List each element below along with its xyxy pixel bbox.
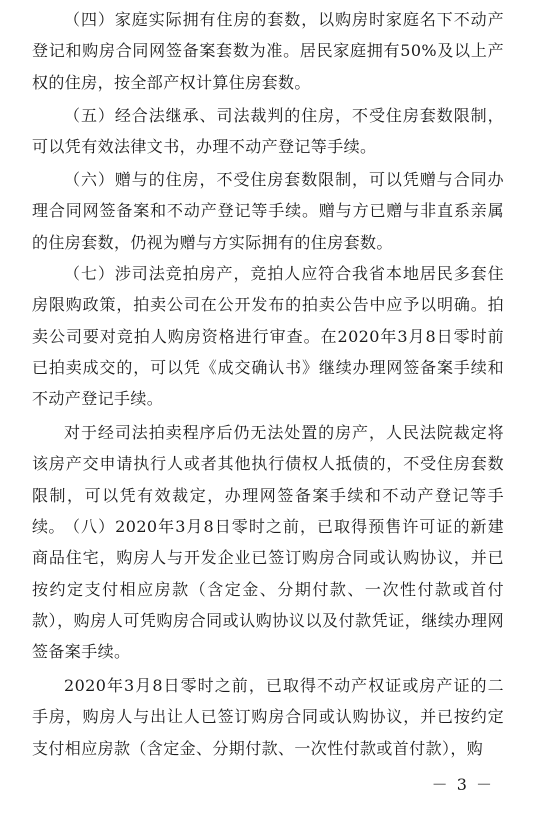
page-number: － 3 － xyxy=(431,775,494,794)
paragraph-5: （五）经合法继承、司法裁判的住房，不受住房套数限制，可以凭有效法律文书，办理不动产登记等手续。 xyxy=(32,106,504,157)
paragraph-7: （七）涉司法竞拍房产，竞拍人应符合我省本地居民多套住房限购政策，拍卖公司在公开发布的拍卖公告中应予以明确。拍卖公司要对竞拍人购房资格进行审查。在2020年3月8日零时前已拍卖成交的，可以凭《成交确认书》继续办理网签备案手续和不动产登记手续。 xyxy=(32,264,504,409)
paragraph-6: （六）赠与的住房，不受住房套数限制，可以凭赠与合同办理合同网签备案和不动产登记等手续。赠与方已赠与非直系亲属的住房套数，仍视为赠与方实际拥有的住房套数。 xyxy=(32,170,504,252)
paragraph-4: （四）家庭实际拥有住房的套数，以购房时家庭名下不动产登记和购房合同网签备案套数为准。居民家庭拥有50%及以上产权的住房，按全部产权计算住房套数。 xyxy=(32,10,504,92)
paragraph-8: （八）2020年3月8日零时之前，已取得预售许可证的新建商品住宅，购房人与开发企业已签订购房合同或认购协议，并已按约定支付相应房款（含定金、分期付款、一次性付款或首付款），购房人可凭购房合同或认购协议以及付款凭证，继续办理网签备案手续。 xyxy=(32,517,504,662)
paragraph-8-continued: 2020年3月8日零时之前，已取得不动产权证或房产证的二手房，购房人与出让人已签订购房合同或认购协议，并已按约定支付相应房款（含定金、分期付款、一次性付款或首付款），购 xyxy=(32,676,504,758)
paragraph-7-continued: 对于经司法拍卖程序后仍无法处置的房产，人民法院裁定将该房产交申请执行人或者其他执行债权人抵债的，不受住房套数限制，可以凭有效裁定，办理网签备案手续和不动产登记等手续。 xyxy=(32,423,504,536)
